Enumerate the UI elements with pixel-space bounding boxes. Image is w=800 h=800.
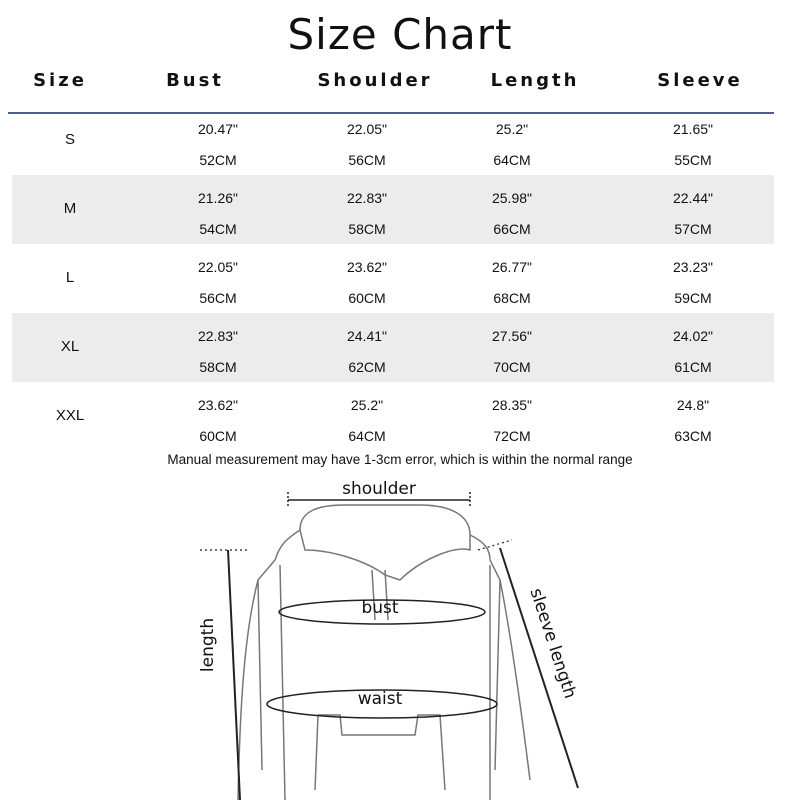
sleeve-inches: 21.65" xyxy=(672,121,713,137)
bust-label: bust xyxy=(361,598,399,618)
length-cm: 68CM xyxy=(493,290,531,306)
hoodie-outline xyxy=(238,505,530,800)
bust-cm: 60CM xyxy=(199,428,237,444)
table-row xyxy=(12,106,774,175)
bust-inches: 22.83" xyxy=(197,328,238,344)
bust-inches: 22.05" xyxy=(197,259,238,275)
length-cm: 72CM xyxy=(493,428,531,444)
shoulder-inches: 22.83" xyxy=(346,190,387,206)
table-row xyxy=(12,382,774,451)
header-shoulder: Shoulder xyxy=(317,70,433,91)
header-bust: Bust xyxy=(166,70,224,91)
length-inches: 26.77" xyxy=(491,259,532,275)
waist-label: waist xyxy=(357,689,403,709)
sleeve-length-label: sleeve length xyxy=(525,585,580,702)
shoulder-inches: 23.62" xyxy=(346,259,387,275)
length-inches: 25.2" xyxy=(495,121,529,137)
header-size: Size xyxy=(33,70,87,91)
measurement-note: Manual measurement may have 1-3cm error, which is within the normal range xyxy=(167,452,633,467)
length-cm: 64CM xyxy=(493,152,531,168)
size-label: XXL xyxy=(55,407,85,424)
shoulder-cm: 62CM xyxy=(348,359,386,375)
shoulder-inches: 22.05" xyxy=(346,121,387,137)
bust-cm: 52CM xyxy=(199,152,237,168)
bust-inches: 20.47" xyxy=(197,121,238,137)
table-row xyxy=(12,244,774,313)
shoulder-cm: 64CM xyxy=(348,428,386,444)
shoulder-inches: 25.2" xyxy=(350,397,384,413)
header-length: Length xyxy=(490,70,580,91)
sleeve-inches: 24.02" xyxy=(672,328,713,344)
bust-inches: 21.26" xyxy=(197,190,238,206)
bust-inches: 23.62" xyxy=(197,397,238,413)
shoulder-cm: 60CM xyxy=(348,290,386,306)
length-cm: 66CM xyxy=(493,221,531,237)
page-title: Size Chart xyxy=(287,10,513,59)
length-inches: 28.35" xyxy=(491,397,532,413)
length-dimension xyxy=(200,550,250,800)
size-label: L xyxy=(65,269,75,286)
size-label: M xyxy=(63,200,77,217)
table-header xyxy=(0,70,800,100)
sleeve-cm: 57CM xyxy=(674,221,712,237)
bust-cm: 56CM xyxy=(199,290,237,306)
size-label: S xyxy=(64,131,75,148)
table-row xyxy=(12,313,774,382)
table-row xyxy=(12,175,774,244)
sleeve-inches: 22.44" xyxy=(672,190,713,206)
bust-cm: 54CM xyxy=(199,221,237,237)
header-sleeve: Sleeve xyxy=(657,70,743,91)
length-inches: 27.56" xyxy=(491,328,532,344)
sleeve-inches: 23.23" xyxy=(672,259,713,275)
shoulder-inches: 24.41" xyxy=(346,328,387,344)
sleeve-inches: 24.8" xyxy=(676,397,710,413)
length-cm: 70CM xyxy=(493,359,531,375)
hoodie-diagram xyxy=(0,470,800,800)
shoulder-cm: 56CM xyxy=(348,152,386,168)
size-label: XL xyxy=(60,338,80,355)
shoulder-label: shoulder xyxy=(342,479,416,499)
length-inches: 25.98" xyxy=(491,190,532,206)
sleeve-cm: 61CM xyxy=(674,359,712,375)
length-label: length xyxy=(198,617,218,673)
sleeve-cm: 55CM xyxy=(674,152,712,168)
shoulder-cm: 58CM xyxy=(348,221,386,237)
sleeve-cm: 63CM xyxy=(674,428,712,444)
sleeve-cm: 59CM xyxy=(674,290,712,306)
bust-cm: 58CM xyxy=(199,359,237,375)
